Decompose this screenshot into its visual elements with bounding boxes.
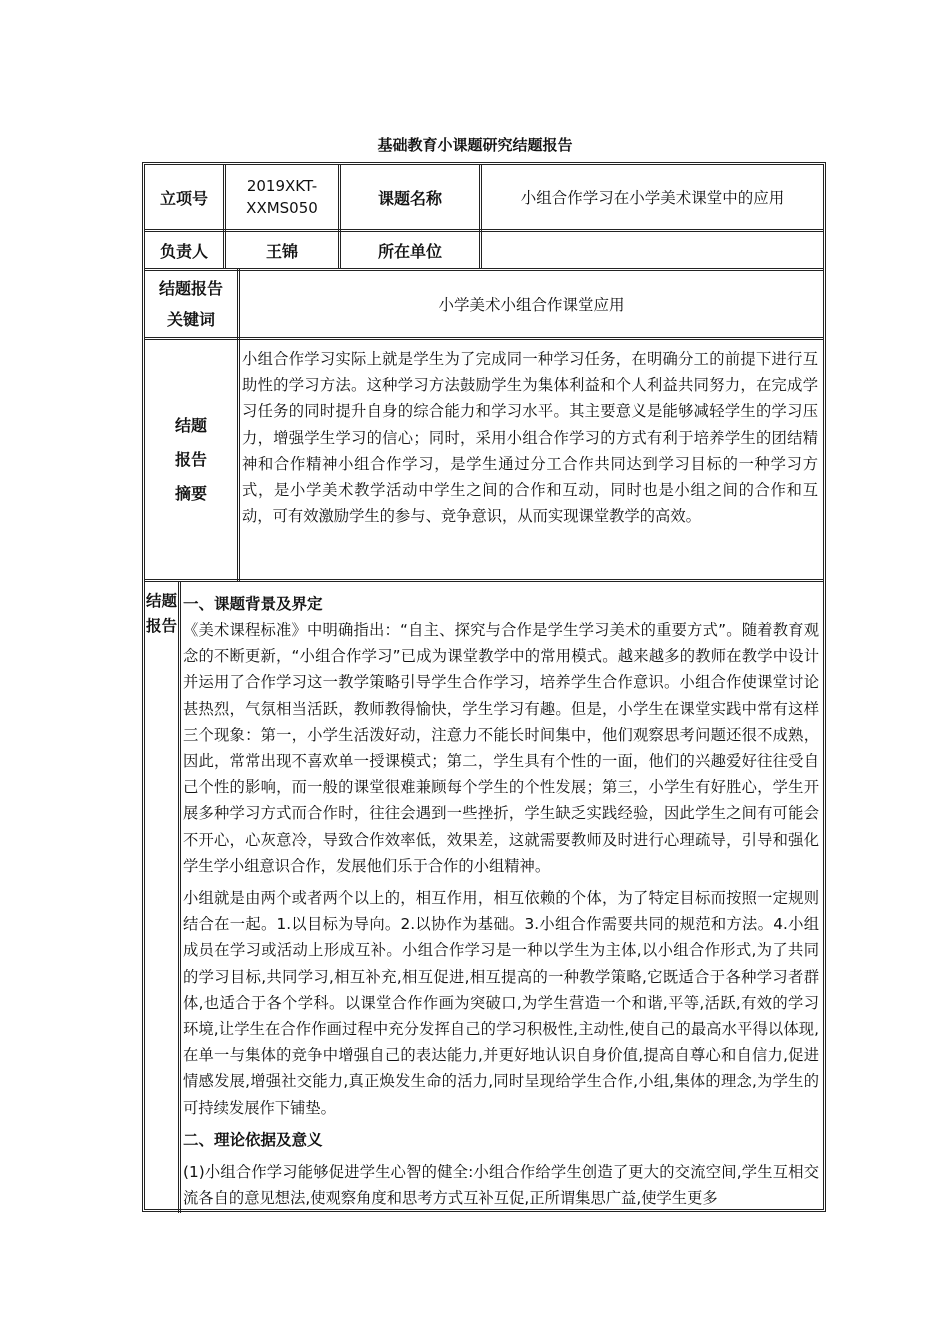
unit-label	[341, 232, 479, 268]
summary-text	[242, 346, 818, 529]
unit-label-text: 所在单位	[377, 241, 442, 261]
project-no-value	[226, 165, 338, 229]
section-1-title: 一、课题背景及界定	[183, 595, 323, 613]
keywords-value	[240, 271, 823, 337]
project-no-label	[145, 165, 223, 229]
section-2-paragraph-1: (1)小组合作学习能够促进学生心智的健全:小组合作给学生创造了更大的交流空间,学生互相交流各自的意见想法,使观察角度和思考方式互补互促,正所谓集思广益,使学生更多	[183, 1162, 819, 1208]
topic-value-text: 小组合作学习在小学美术课堂中的应用	[520, 189, 785, 207]
unit-value	[482, 232, 823, 268]
section-1-paragraph-1: 《美术课程标准》中明确指出：“自主、探究与合作是学生学习美术的重要方式”。随着教育观念的不断更新，“小组合作学习”已成为课堂教学中的常用模式。越来越多的教师在教学中设计并运用了合作学习这一教学策略引导学生合作学习，培养学生合作意识。小组合作使课堂讨论甚热烈，气氛相当活跃，教师教得愉快，学生学习有趣。但是，小学生在课堂实践中常有这样三个现象：第一，小学生活泼好动，注意力不能长时间集中，他们观察思考问题还很不成熟，因此，常常出现不喜欢单一授课模式；第二，学生具有个性的一面，他们的兴趣爱好往往受自己个性的影响，而一般的课堂很难兼顾每个学生的个性发展；第三，小学生有好胜心，学生开展多种学习方式而合作时，往往会遇到一些挫折，学生缺乏实践经验，因此学生之间有可能会不开心，心灰意冷，导致合作效率低，效果差，这就需要教师及时进行心理疏导，引导和强化学生学小组意识合作，发展他们乐于合作的小组精神。	[183, 621, 819, 875]
document-title: 基础教育小课题研究结题报告	[377, 136, 573, 154]
summary-paragraph: 小组合作学习实际上就是学生为了完成同一种学习任务，在明确分工的前提下进行互助性的学习方法。这种学习方法鼓励学生为集体利益和个人利益共同努力，在完成学习任务的同时提升自身的综合能力和学习水平。其主要意义是能够减轻学生的学习压力，增强学生学习的信心；同时，采用小组合作学习的方式有利于培养学生的团结精神和合作精神小组合作学习，是学生通过分工合作共同达到学习目标的一种学习方式，是小学美术教学活动中学生之间的合作和互动，同时也是小组之间的合作和互动，可有效激励学生的参与、竞争意识，从而实现课堂教学的高效。	[242, 350, 818, 526]
report-body	[183, 591, 819, 1211]
keywords-label-line1: 结题报告	[158, 279, 223, 298]
topic-label-text: 课题名称	[377, 188, 442, 208]
leader-value	[226, 232, 338, 268]
report-table	[142, 162, 826, 1212]
leader-value-text: 王锦	[265, 241, 298, 261]
col-divider	[178, 581, 181, 1213]
section-2-title: 二、理论依据及意义	[183, 1130, 323, 1149]
leader-label-text: 负责人	[159, 241, 208, 261]
report-label	[145, 589, 178, 639]
keywords-value-text: 小学美术小组合作课堂应用	[438, 296, 625, 314]
summary-label-line3: 摘要	[174, 484, 207, 503]
keywords-label-line2: 关键词	[166, 310, 215, 329]
leader-label	[145, 232, 223, 268]
report-label-line1: 结题	[145, 592, 177, 610]
topic-value	[482, 165, 823, 229]
section-1-paragraph-2: 小组就是由两个或者两个以上的，相互作用，相互依赖的个体，为了特定目标而按照一定规则结合在一起。1.以目标为导向。2.以协作为基础。3.小组合作需要共同的规范和方法。4.小组成员在学习或活动上形成互补。小组合作学习是一种以学生为主体,以小组合作形式,为了共同的学习目标,共同学习,相互补充,相互促进,相互提高的一种教学策略,它既适合于各种学习者群体,也适合于各个学科。以课堂合作作画为突破口,为学生营造一个和谐,平等,活跃,有效的学习环境,让学生在合作作画过程中充分发挥自己的学习积极性,主动性,使自己的最高水平得以体现,在单一与集体的竞争中增强自己的表达能力,并更好地认识自身价值,提高自尊心和自信力,促进情感发展,增强社交能力,真正焕发生命的活力,同时呈现给学生合作,小组,集体的理念,为学生的可持续发展作下铺垫。	[183, 889, 819, 1117]
report-label-line2: 报告	[145, 617, 177, 635]
topic-label	[341, 165, 479, 229]
summary-label	[145, 340, 237, 580]
summary-label-line2: 报告	[174, 450, 207, 469]
keywords-label	[145, 271, 237, 337]
project-no-line2: XXMS050	[246, 199, 318, 217]
row-divider	[145, 337, 823, 340]
row-divider	[145, 579, 823, 582]
summary-label-line1: 结题	[174, 416, 207, 435]
project-no-label-text: 立项号	[159, 188, 208, 208]
project-no-line1: 2019XKT-	[246, 177, 318, 195]
